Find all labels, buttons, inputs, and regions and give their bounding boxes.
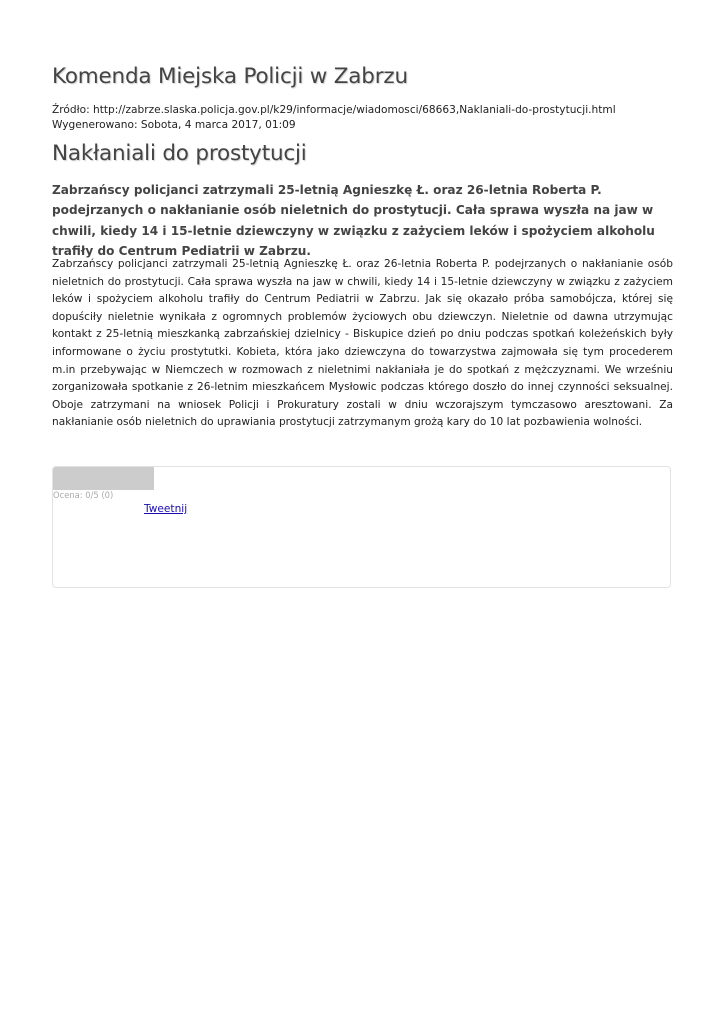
site-title: Komenda Miejska Policji w Zabrzu (52, 64, 408, 89)
rating-stars-bar[interactable] (53, 467, 154, 490)
rating-panel (52, 466, 671, 588)
article-lead: Zabrzańscy policjanci zatrzymali 25-letnią Agnieszkę Ł. oraz 26-letnia Roberta P. podejrzanych o nakłanianie osób nieletnich do prostytucji. Cała sprawa wyszła na jaw w chwili, kiedy 14 i 15-letnie dziewczyny w związku z zażyciem leków i spożyciem alkoholu trafiły do Centrum Pediatrii w Zabrzu. (52, 183, 655, 258)
source-line: Źródło: http://zabrze.slaska.policja.gov.pl/k29/informacje/wiadomosci/68663,Naklaniali-do-prostytucji.html (52, 104, 616, 116)
article-body: Zabrzańscy policjanci zatrzymali 25-letnią Agnieszkę Ł. oraz 26-letnia Roberta P. podejrzanych o nakłanianie osób nieletnich do prostytucji. Cała sprawa wyszła na jaw w chwili, kiedy 14 i 15-letnie dziewczyny w związku z zażyciem leków i spożyciem alkoholu trafiły do Centrum Pediatrii w Zabrzu. Jak się okazało próba samobójcza, której się dopuściły nieletnie wynikała z ogromnych problemów życiowych obu dziewczyn. Nieletnie od dawna utrzymując kontakt z 25-letnią mieszkanką zabrzańskiej dzielnicy - Biskupice dzień po dniu podczas spotkań koleżeńskich były informowane o życiu prostytutki. Kobieta, która jako dziewczyna do towarzystwa zajmowała się tym procederem m.in przebywając w Niemczech w rozmowach z nieletnimi nakłaniała je do spotkań z mężczyznami. We wrześniu zorganizowała spotkanie z 26-letnim mieszkańcem Mysłowic podczas którego doszło do innej czynności seksualnej. Oboje zatrzymani na wniosek Policji i Prokuratury zostali w dniu wczorajszym tymczasowo aresztowani. Za nakłanianie osób nieletnich do uprawiania prostytucji zatrzymanym grożą kary do 10 lat pozbawienia wolności. (52, 258, 673, 429)
tweet-link[interactable]: Tweetnij (144, 503, 188, 515)
article-title: Nakłaniali do prostytucji (52, 141, 307, 166)
generated-line: Wygenerowano: Sobota, 4 marca 2017, 01:09 (52, 119, 296, 131)
document-meta (52, 103, 692, 133)
rating-label: Ocena: 0/5 (0) (53, 490, 114, 500)
